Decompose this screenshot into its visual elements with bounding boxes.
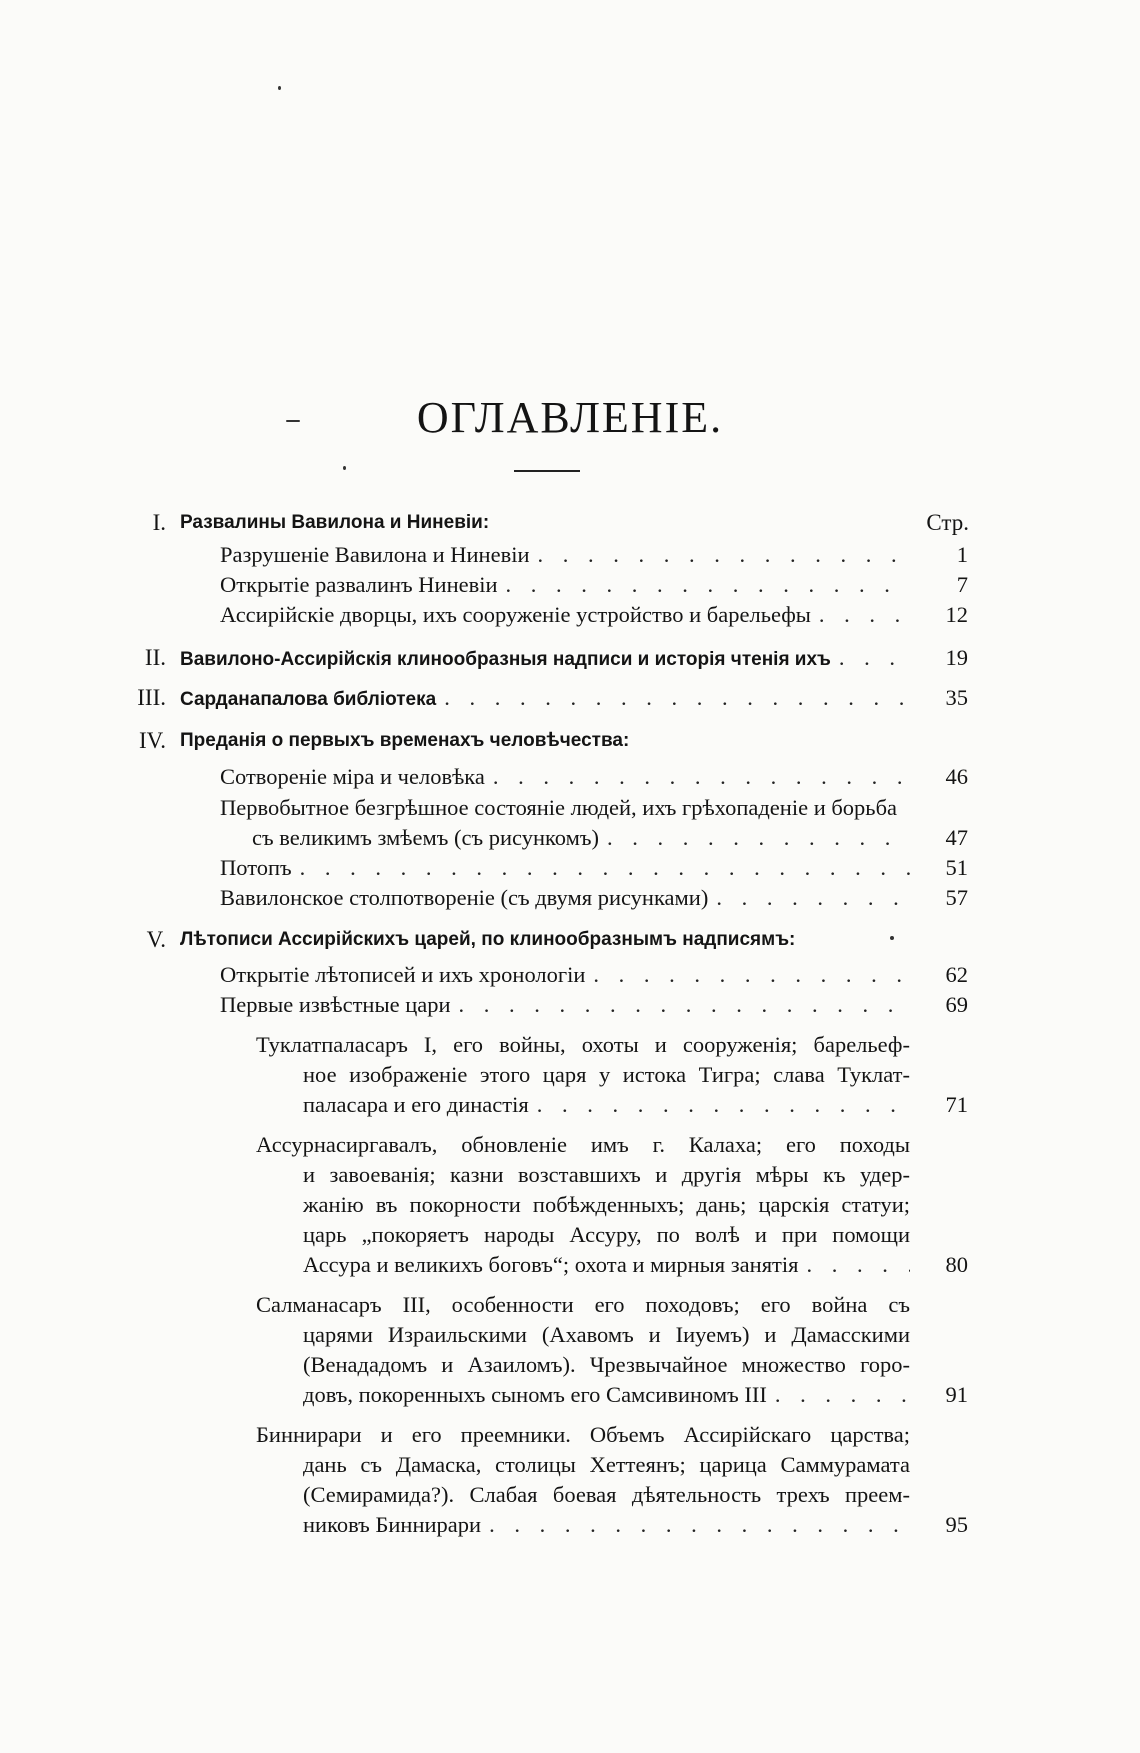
king-entry-line: ное изображенiе этого царя у истока Тигра; слава Туклат- [303,1062,910,1087]
toc-entry [303,1380,910,1410]
toc-entry [303,1250,910,1280]
toc-entry [220,990,910,1020]
leader-dots [292,853,910,883]
section-title: Лѣтописи Ассирiйскихъ царей, по клинообразнымъ надписямъ: [180,929,796,950]
toc-entry [180,683,910,713]
scan-speck [278,86,281,90]
king-entry-line: Ассурнасиргавалъ, обновленiе имъ г. Калаха; его походы [256,1132,910,1157]
section-title: Сарданапалова библiотека [180,689,437,710]
entry-page: 91 [945,1382,968,1407]
entry-page: 69 [945,992,968,1017]
page-column-label: Стр. [926,510,969,535]
king-entry-line: (Семирамида?). Слабая боевая дѣятельность трехъ преем- [303,1482,910,1507]
king-entry-line: никовъ Биннирари [303,1512,482,1537]
king-entry-line: царями Израильскими (Ахавомъ и Iиуемъ) и Дамасскими [303,1322,910,1347]
toc-entry [220,960,910,990]
leader-dots [451,990,910,1020]
toc-entry [220,540,910,570]
toc-entry [220,853,910,883]
entry-page: 1 [956,542,968,567]
entry-page: 51 [945,855,968,880]
king-entry-line: паласара и его династiя [303,1092,529,1117]
entry-title-continued: съ великимъ змѣемъ (съ рисункомъ) [252,825,599,850]
king-entry-line: Туклатпаласаръ I, его войны, охоты и сооруженiя; барельеф- [256,1032,910,1057]
entry-page: 7 [956,572,968,597]
entry-page: 12 [945,602,968,627]
entry-page: 80 [945,1252,968,1277]
entry-title: Ассирiйскiе дворцы, ихъ сооруженiе устройство и барельефы [220,602,811,627]
section-number: II. [144,645,166,670]
leader-dots [436,683,910,713]
entry-page: 95 [945,1512,968,1537]
king-entry-line: царь „покоряетъ народы Ассуру, по волѣ и при помощи [303,1222,910,1247]
leader-dots [599,823,910,853]
king-entry-line: Ассура и великихъ боговъ“; охота и мирныя занятiя [303,1252,799,1277]
toc-entry [180,643,910,673]
section-number: IV. [138,728,166,753]
entry-title: Разрушенiе Вавилона и Ниневiи [220,542,530,567]
entry-page: 46 [945,764,968,789]
king-entry-line: Салманасаръ III, особенности его походовъ; его война съ [256,1292,910,1317]
section-title: Преданiя о первыхъ временахъ человѣчества: [180,730,630,751]
king-entry-line: жанiю въ покорности побѣжденныхъ; дань; царскiя статуи; [303,1192,910,1217]
title-rule [514,470,580,472]
leader-dots [481,1510,910,1540]
toc-entry [220,883,910,913]
scan-speck [890,936,894,940]
entry-title: Открытiе лѣтописей и ихъ хронологiи [220,962,586,987]
toc-entry [303,1090,910,1120]
entry-page: 35 [945,685,968,710]
king-entry-line: Биннирари и его преемники. Объемъ Ассирiйскаго царства; [256,1422,910,1447]
leader-dots [585,960,910,990]
entry-title: Первые извѣстные цари [220,992,451,1017]
leader-dots [798,1250,910,1280]
section-title: Развалины Вавилона и Ниневiи: [180,512,490,533]
leader-dots [708,883,910,913]
entry-title: Открытiе развалинъ Ниневiи [220,572,498,597]
leader-dots [767,1380,910,1410]
king-entry-line: (Венададомъ и Азаиломъ). Чрезвычайное множество горо- [303,1352,910,1377]
entry-page: 62 [945,962,968,987]
leader-dots [485,762,910,792]
toc-entry [220,600,910,630]
entry-page: 47 [945,825,968,850]
toc-entry [220,762,910,792]
entry-title: Потопъ [220,855,292,880]
section-number: V. [146,927,166,952]
toc-entry [220,570,910,600]
entry-title: Первобытное безгрѣшное состоянiе людей, ихъ грѣхопаденiе и борьба [220,795,897,820]
entry-page: 57 [945,885,968,910]
leader-dots [498,570,910,600]
section-title: Вавилоно-Ассирiйскiя клинообразныя надписи и исторiя чтенiя ихъ [180,649,831,670]
toc-entry [303,1510,910,1540]
page-title: ОГЛАВЛЕНIЕ. [416,393,724,442]
entry-title: Сотворенiе мiра и человѣка [220,764,485,789]
section-number: III. [137,685,166,710]
entry-page: 19 [945,645,968,670]
leader-dots [831,643,910,673]
entry-page: 71 [945,1092,968,1117]
toc-entry [252,823,910,853]
king-entry-line: довъ, покоренныхъ сыномъ его Самсивиномъ III [303,1382,767,1407]
king-entry-line: дань съ Дамаска, столицы Хеттеянъ; царица Саммурамата [303,1452,910,1477]
section-number: I. [152,510,166,535]
leader-dots [811,600,910,630]
scan-speck [343,466,346,470]
entry-title: Вавилонское столпотворенiе (съ двумя рисунками) [220,885,709,910]
leader-dots [529,1090,910,1120]
leader-dots [530,540,911,570]
king-entry-line: и завоеванiя; казни возставшихъ и другiя мѣры къ удер- [303,1162,910,1187]
